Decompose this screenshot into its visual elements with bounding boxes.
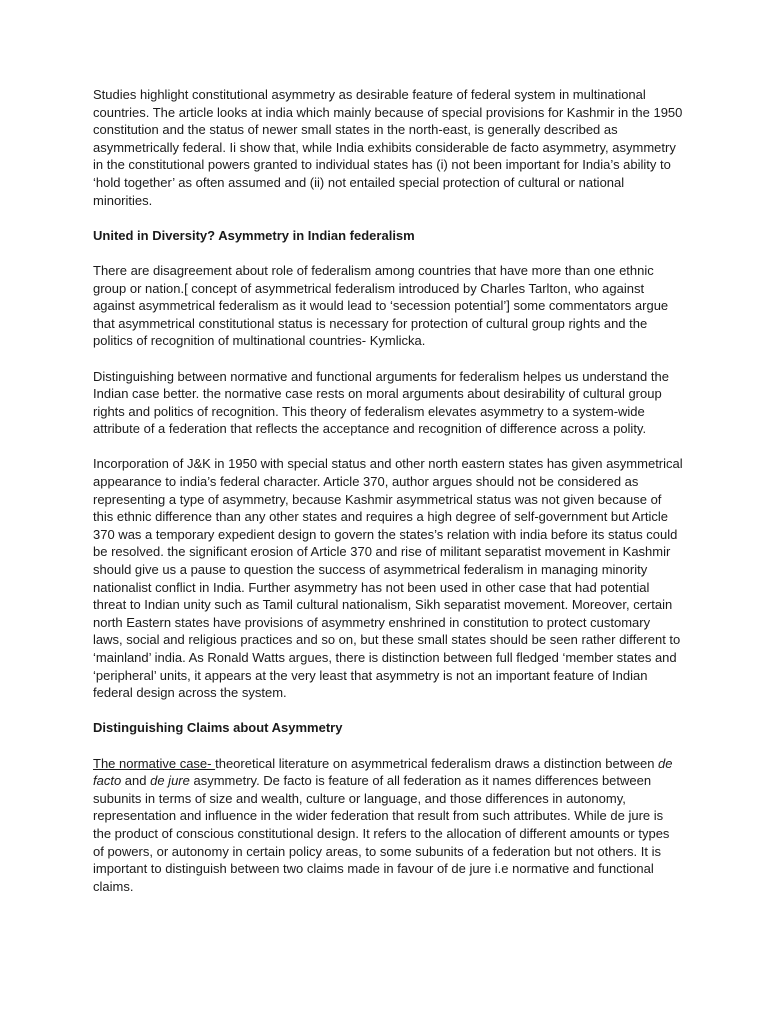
normative-case-lead: The normative case- (93, 755, 216, 771)
section-heading-united-in-diversity: United in Diversity? Asymmetry in Indian federalism (93, 227, 415, 243)
normative-case-text-1: theoretical literature on asymmetrical federalism draws a distinction between (215, 755, 659, 771)
section-heading-distinguishing-claims: Distinguishing Claims about Asymmetry (93, 720, 343, 736)
paragraph-normative-functional: Distinguishing between normative and functional arguments for federalism helpes us understand the Indian case better. the normative case rests on moral arguments about desirability of cultural group rights and politics of recognition. This theory of federalism elevates asymmetry to a system-wide attribute of a federation that reflects the acceptance and recognition of difference across a polity. (93, 368, 669, 437)
normative-case-text-2: and (121, 773, 151, 789)
document-page (93, 86, 683, 913)
term-de-jure: de jure (150, 773, 190, 789)
intro-paragraph: Studies highlight constitutional asymmetry as desirable feature of federal system in multinational countries. The article looks at india which mainly because of special provisions for Kashmir in the 1950 constitution and the status of newer small states in the north-east, is generally described as asymmetrically federal. Ii show that, while India exhibits considerable de facto asymmetry, asymmetry in the constitutional powers granted to individual states has (i) not been important for India’s ability to ‘hold together’ as often assumed and (ii) not entailed special protection of cultural or national minorities. (93, 87, 683, 208)
term-de-facto: de facto (93, 755, 673, 789)
paragraph-normative-case (93, 755, 683, 896)
paragraph-disagreement: There are disagreement about role of federalism among countries that have more than one ethnic group or nation.[ concept of asymmetrical federalism introduced by Charles Tarlton, who against against asymmetrical federalism as it would lead to ‘secession potential’] some commentators argue that asymmetrical constitutional status is necessary for protection of cultural group rights and the politics of recognition of multinational countries- Kymlicka. (93, 262, 669, 349)
paragraph-jk-incorporation: Incorporation of J&K in 1950 with special status and other north eastern states has given asymmetrical appearance to india’s federal character. Article 370, author argues should not be considered as representing a type of asymmetry, because Kashmir asymmetrical status was not given because of this ethnic difference than any other states and requires a high degree of self-government but Article 370 was a temporary expedient design to govern the states’s relation with india before its status could be resolved. the significant erosion of Article 370 and rise of militant separatist movement in Kashmir should give us a pause to question the success of asymmetrical federalism in managing minority nationalist conflict in India. Further asymmetry has not been used in other case that had potential threat to Indian unity such as Tamil cultural nationalism, Sikh separatist movement. Moreover, certain north Eastern states have provisions of asymmetry enshrined in constitution to protect customary laws, social and religious practices and so on, but these small states should be seen rather different to ‘mainland’ india. As Ronald Watts argues, there is distinction between full fledged ‘member states and ‘peripheral’ units, it appears at the very least that asymmetry is not an important feature of Indian federal design across the system. (93, 456, 683, 701)
normative-case-text-3: asymmetry. De facto is feature of all federation as it names differences between subunits in terms of size and wealth, culture or language, and those differences in autonomy, representation and influence in the wider federation that result from such attributes. While de jure is the product of conscious constitutional design. It refers to the allocation of different amounts or types of powers, or autonomy in certain policy areas, to some subunits of a federation but not others. It is important to distinguish between two claims made in favour of de jure i.e normative and functional claims. (93, 773, 670, 894)
